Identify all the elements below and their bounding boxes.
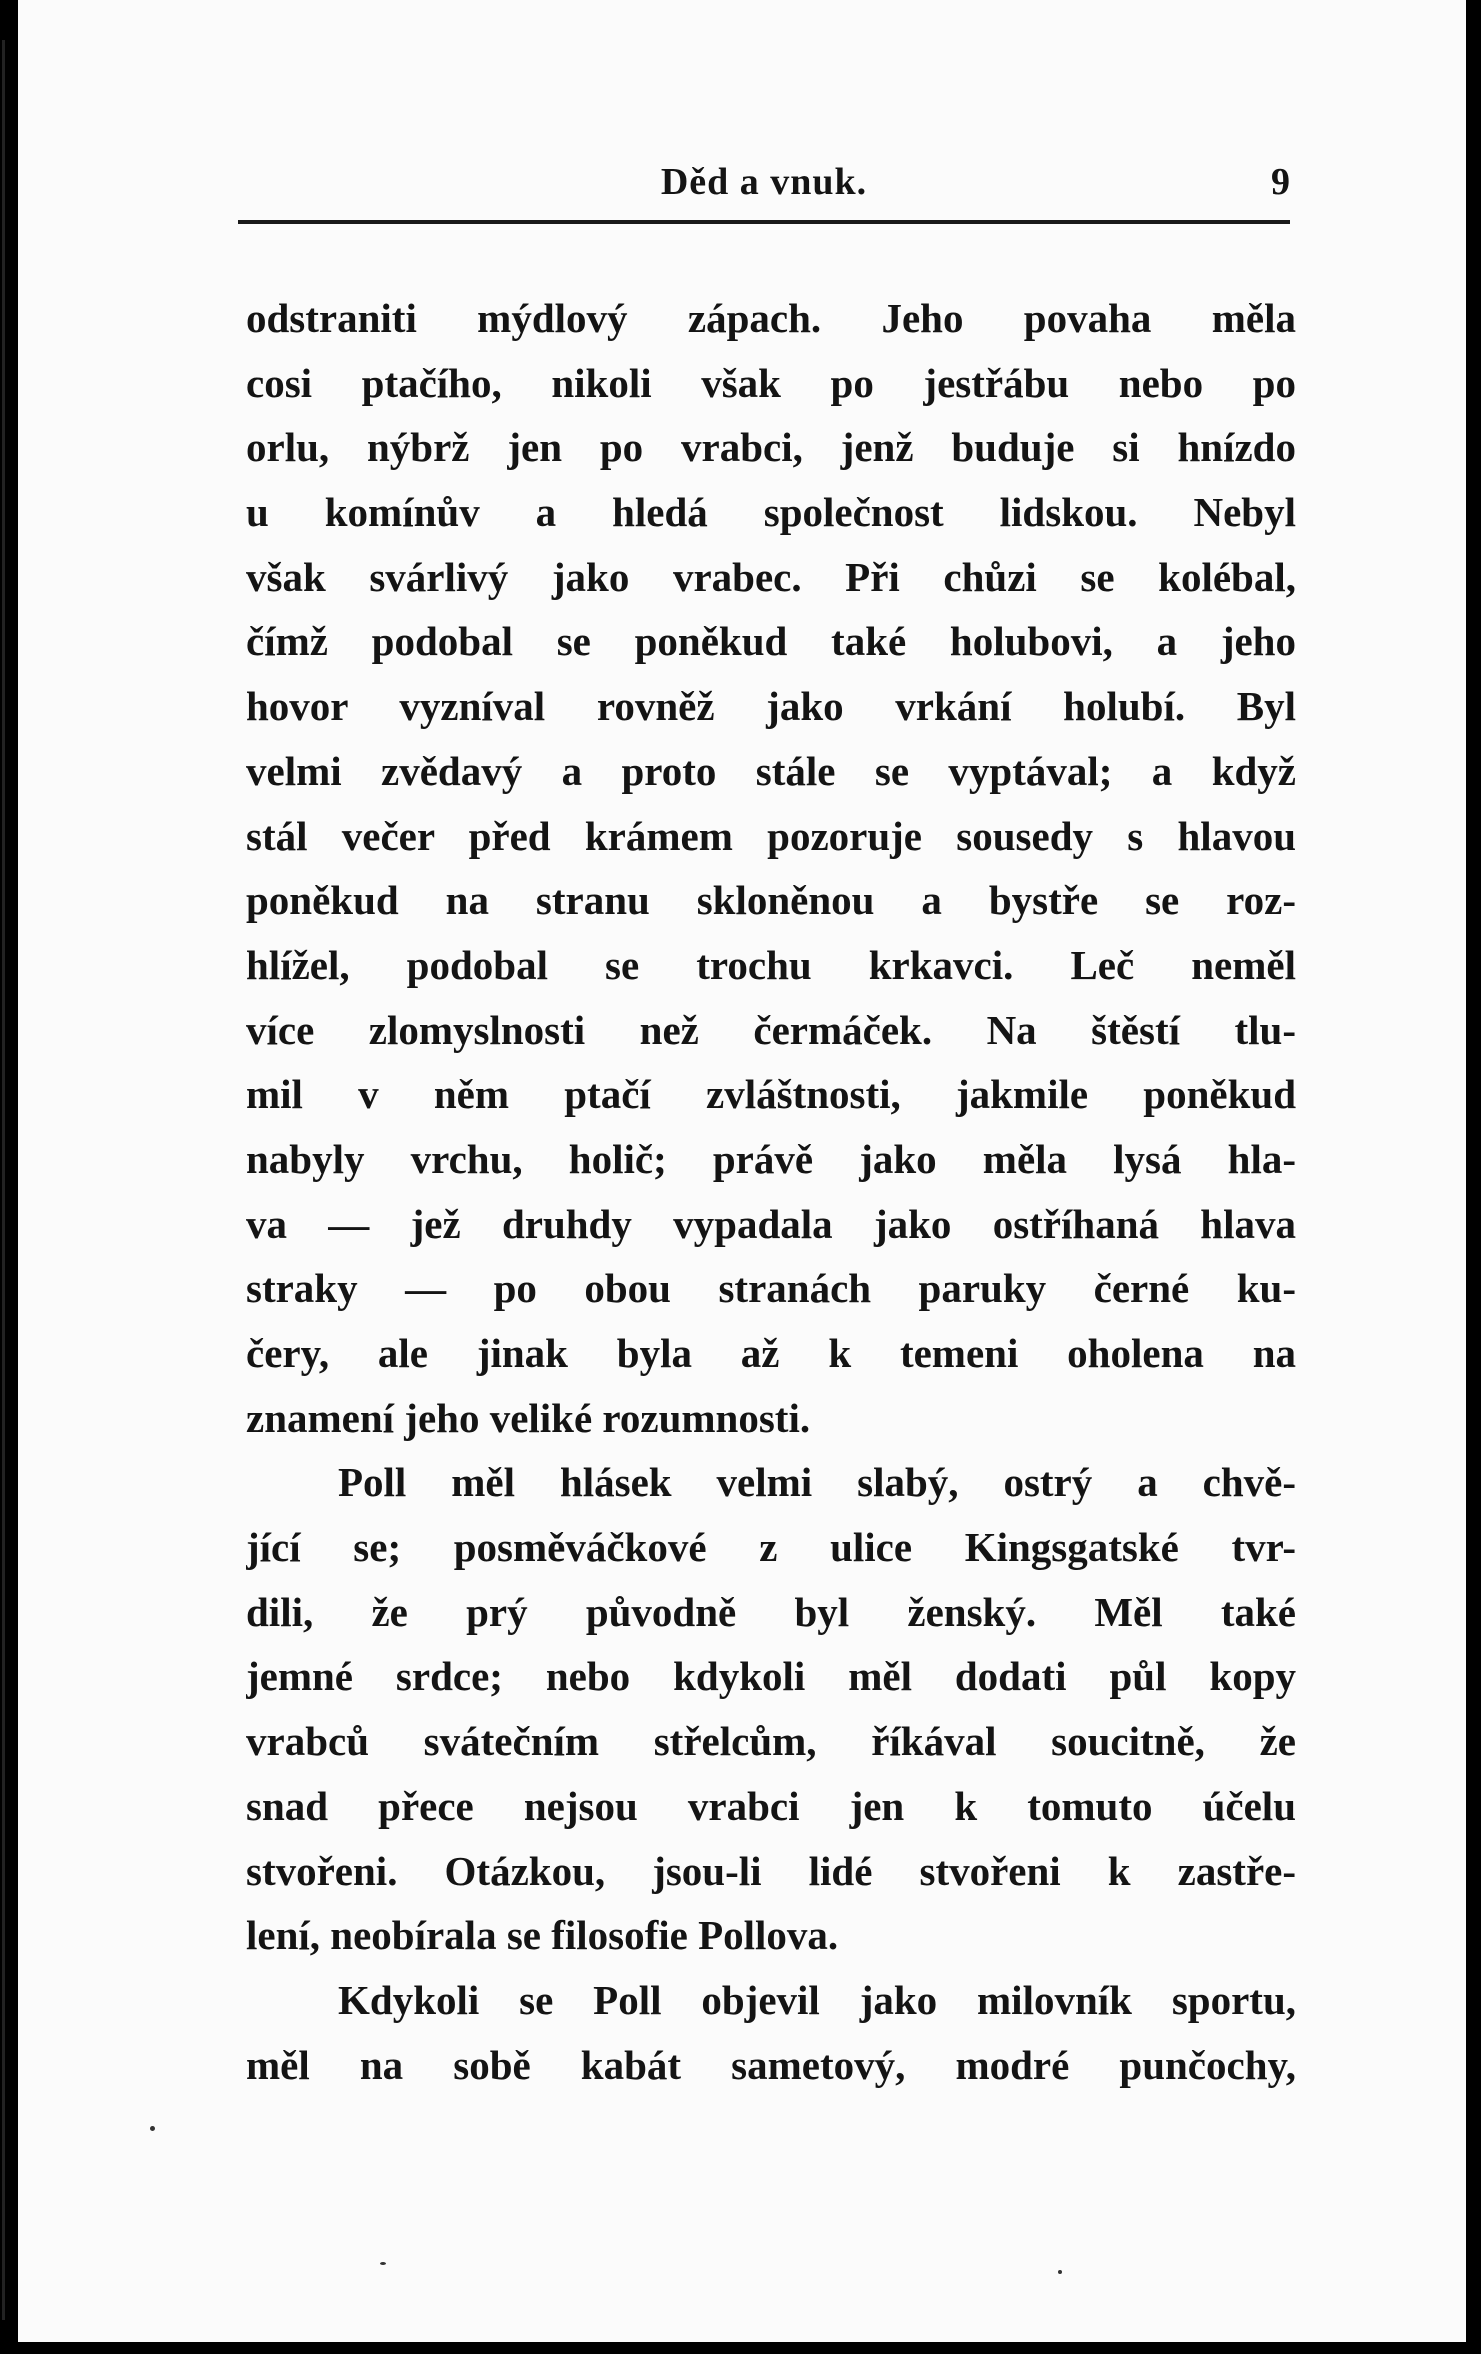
binding-margin-line: [2, 40, 5, 2320]
text-line: snad přece nejsou vrabci jen k tomuto účelu: [246, 1782, 1296, 1829]
text-line: orlu, nýbrž jen po vrabci, jenž buduje si hnízdo: [246, 424, 1296, 471]
text-line: va — jež druhdy vypadala jako ostříhaná hlava: [246, 1200, 1296, 1247]
text-line: hovor vyzníval rovněž jako vrkání holubí. Byl: [246, 683, 1296, 730]
text-line: vrabců svátečním střelcům, říkával soucitně, že: [246, 1718, 1296, 1765]
text-line: velmi zvědavý a proto stále se vyptával; a když: [246, 747, 1296, 794]
page-bottom-edge: [0, 2342, 1481, 2354]
book-page: [18, 0, 1466, 2342]
text-line: stvořeni. Otázkou, jsou-li lidé stvořeni k zastře-: [246, 1847, 1296, 1894]
text-line: u komínův a hledá společnost lidskou. Nebyl: [246, 489, 1296, 536]
running-title: Děd a vnuk.: [660, 161, 868, 203]
paper-speck: [150, 2126, 155, 2131]
paper-speck: [380, 2262, 386, 2265]
text-line: poněkud na stranu skloněnou a bystře se roz-: [246, 877, 1296, 924]
text-line: dili, že prý původně byl ženský. Měl také: [246, 1588, 1296, 1635]
text-line: lení, neobírala se filosofie Pollova.: [246, 1912, 839, 1959]
text-line: stál večer před krámem pozoruje sousedy s hlavou: [246, 812, 1296, 859]
text-line: jemné srdce; nebo kdykoli měl dodati půl kopy: [246, 1653, 1296, 1700]
page-number: 9: [1271, 161, 1290, 203]
text-line: Kdykoli se Poll objevil jako milovník sportu,: [338, 1976, 1296, 2023]
text-line: mil v něm ptačí zvláštnosti, jakmile poněkud: [246, 1071, 1296, 1118]
text-line: cosi ptačího, nikoli však po jestřábu nebo po: [246, 359, 1296, 406]
page-right-edge: [1466, 0, 1481, 2354]
text-line: hlížel, podobal se trochu krkavci. Leč neměl: [246, 941, 1296, 988]
text-line: odstraniti mýdlový zápach. Jeho povaha měla: [246, 295, 1296, 341]
text-line: znamení jeho veliké rozumnosti.: [246, 1394, 811, 1441]
text-line: nabyly vrchu, holič; právě jako měla lysá hla-: [246, 1135, 1296, 1182]
text-line: čery, ale jinak byla až k temeni oholena na: [246, 1330, 1296, 1376]
paper-speck: [1058, 2270, 1062, 2274]
text-line: čímž podobal se poněkud také holubovi, a jeho: [246, 618, 1296, 665]
body-text: [246, 286, 1296, 2097]
text-line: více zlomyslnosti než čermáček. Na štěstí tlu-: [246, 1006, 1296, 1053]
text-line: jící se; posměváčkové z ulice Kingsgatské tvr-: [246, 1524, 1296, 1571]
page-header: [238, 160, 1290, 224]
text-line: Poll měl hlásek velmi slabý, ostrý a chvě-: [338, 1459, 1296, 1506]
text-line: však svárlivý jako vrabec. Při chůzi se kolébal,: [246, 553, 1296, 600]
text-line: straky — po obou stranách paruky černé ku-: [246, 1265, 1296, 1312]
text-line: měl na sobě kabát sametový, modré punčochy,: [246, 2041, 1296, 2088]
